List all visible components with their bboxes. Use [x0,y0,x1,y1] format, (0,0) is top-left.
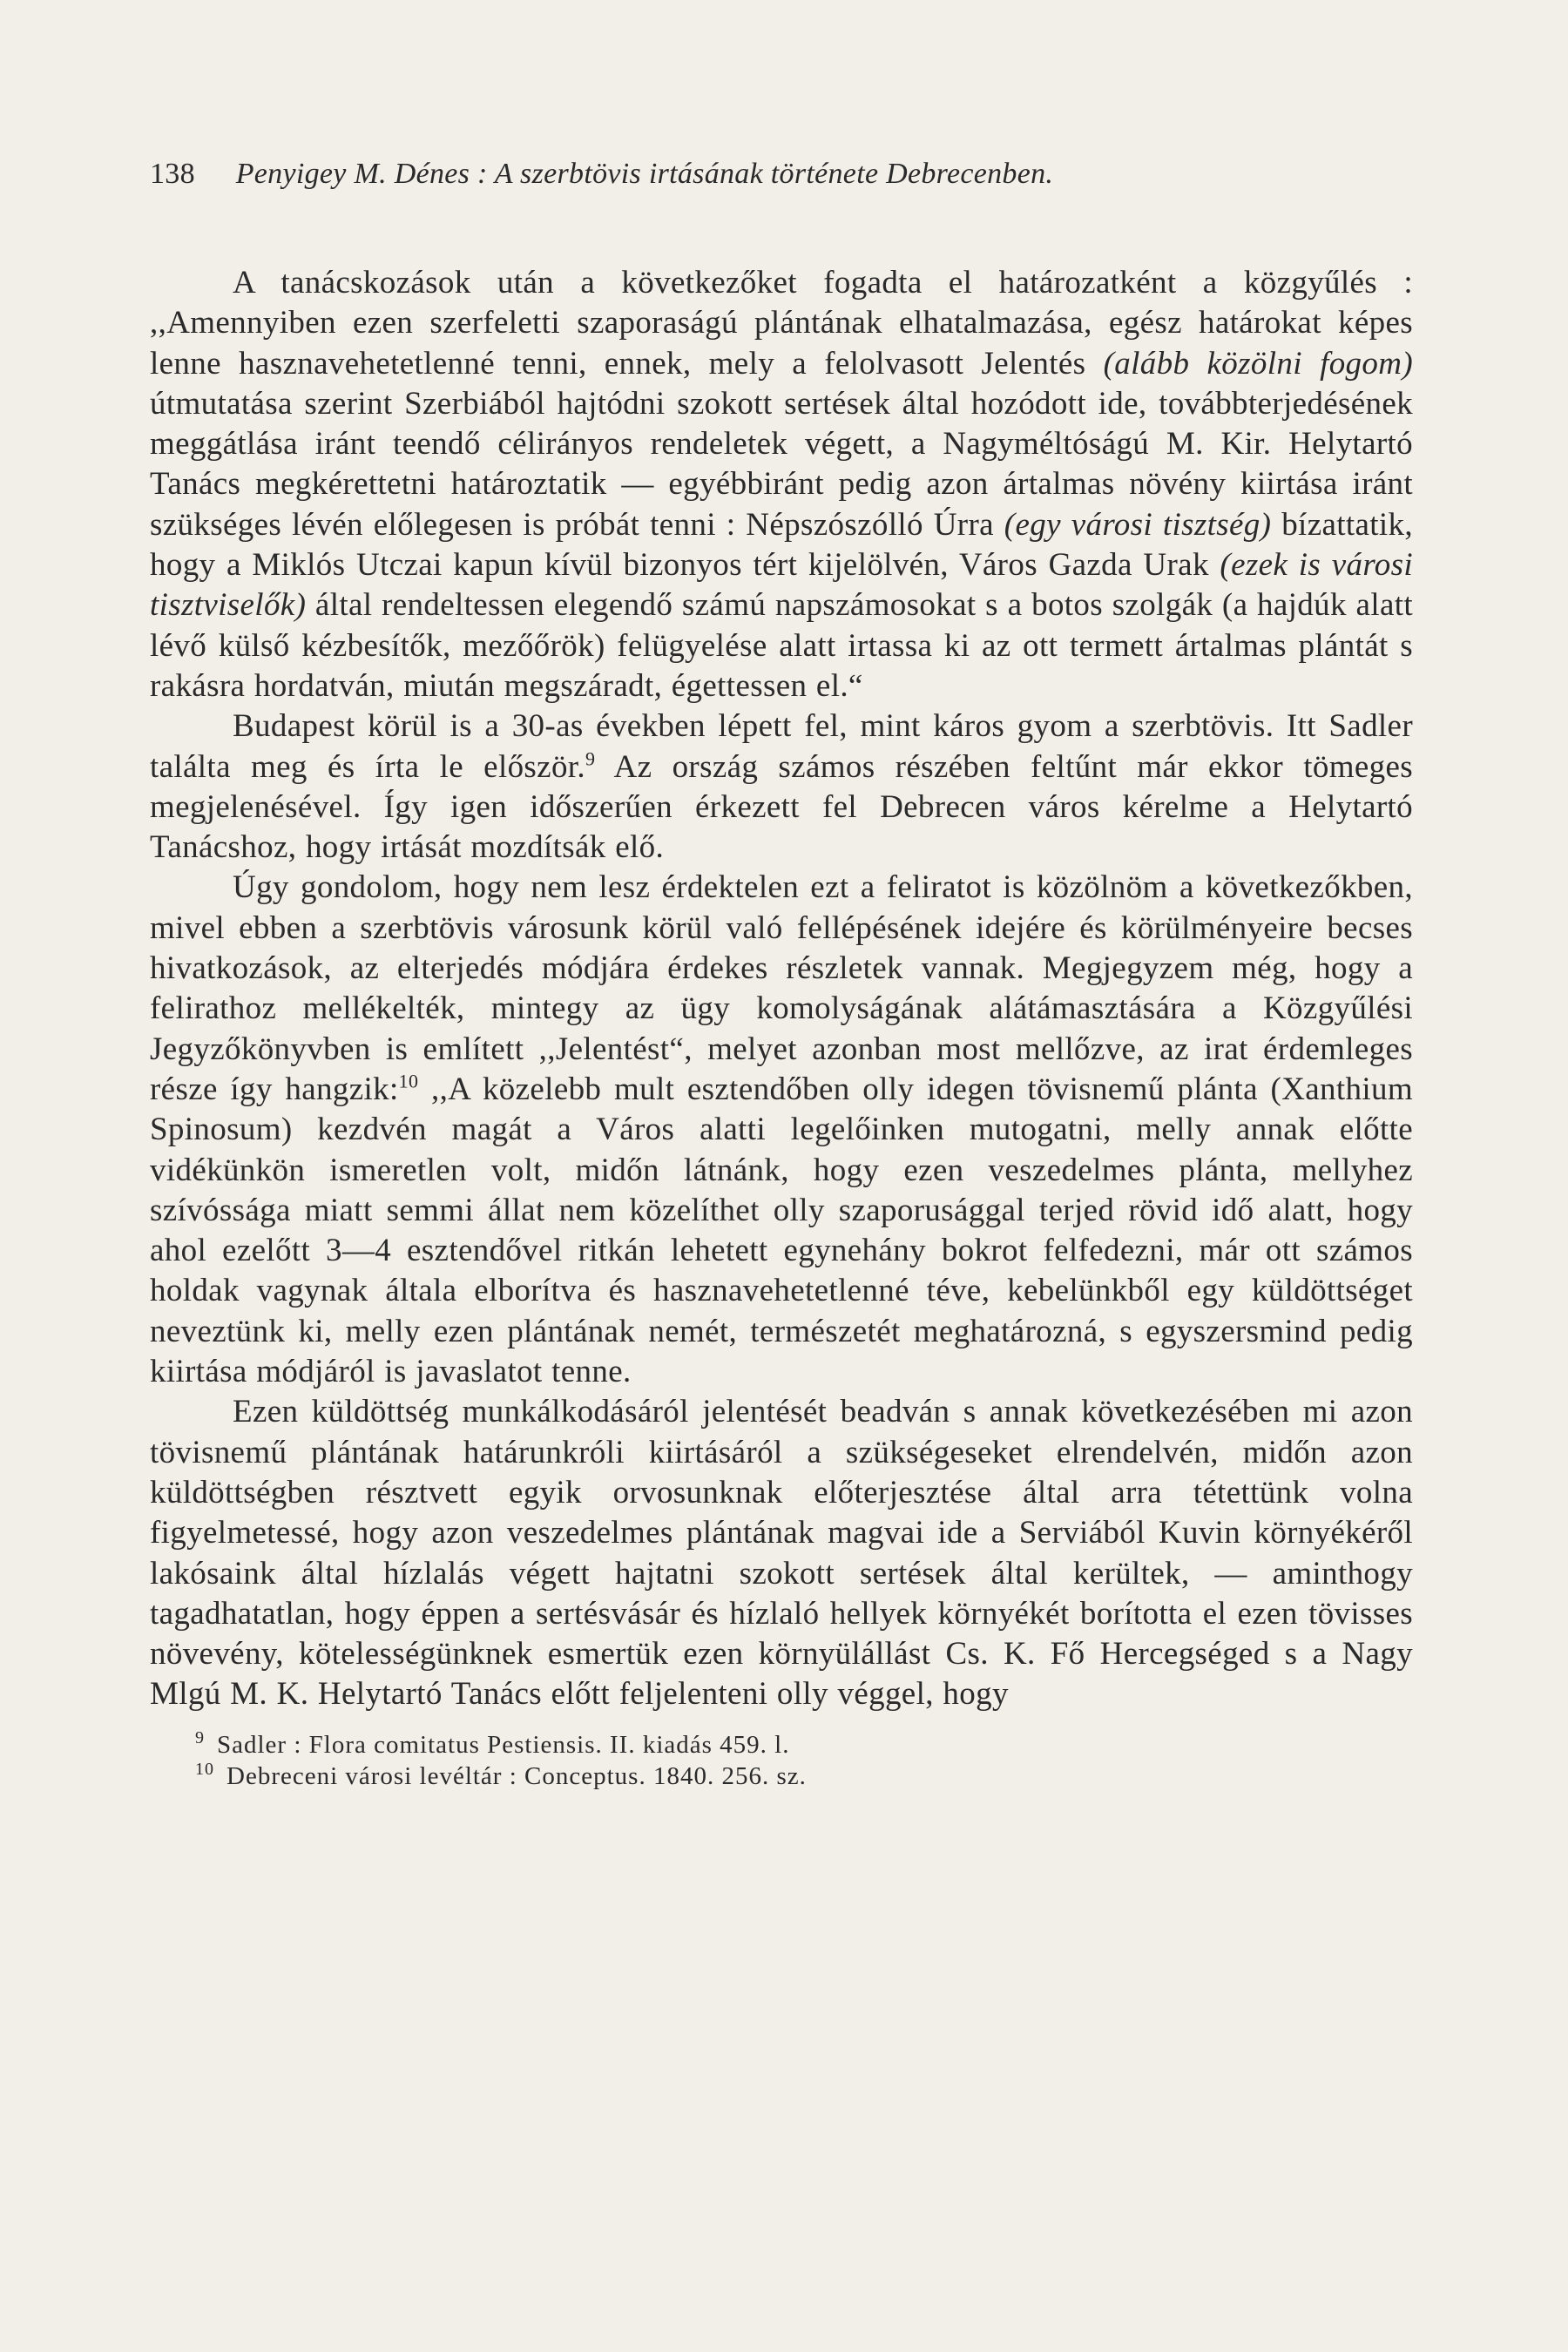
footnotes [150,1729,1413,1792]
paragraph-1-italic-f: (ezek is városi tisztviselők) [150,547,1414,624]
paragraph-1-text-a: A tanácskozások után a következőket fogadta el határozatként a közgyűlés : ,,Amennyiben ezen szerfeletti szaporaságú plántának elhatalmazása, egész határokat képes lenne hasznavehetetlenné tenni, ennek, mely a felolvasott Jelentés [150,265,1413,382]
paragraph-1-text-g: által rendeltessen elegendő számú napszámosokat s a botos szolgák (a hajdúk alatt lévő külső kézbesítők, mezőőrök) felügyelése alatt irtassa ki az ott termett ártalmas plántát s rakásra hordatván, miután megszáradt, égettessen el.“ [150,587,1413,704]
paragraph-3 [150,868,1413,1392]
footnote-9 [150,1729,1413,1761]
paragraph-4 [150,1392,1413,1714]
paragraph-1-text-e: bízattatik, hogy a Miklós Utczai kapun kívül bizonyos tért kijelölvén, Város Gazda Urak [150,506,1413,584]
footnote-text: Debreceni városi levéltár : Conceptus. 1840. 256. sz. [226,1761,807,1790]
footnote-ref-10: 10 [398,1070,419,1092]
paragraph-2 [150,706,1413,868]
paragraph-4-text-a: Ezen küldöttség munkálkodásáról jelentését beadván s annak következésében mi azon tövisnemű plántának határunkróli kiirtásáról a szükségeseket elrendelvén, midőn azon küldöttségben résztvett egyik orvosunknak előterjesztése által arra tétettünk volna figyelmetessé, hogy azon veszedelmes plántának magvai ide a Serviából Kuvin környékéről lakósaink által hízlalás végett hajtatni szokott sertések által kerültek, — aminthogy tagadhatatlan, hogy éppen a sertésvásár és hízlaló hellyek környékét borította el ezen tövisses növevény, kötelességünknek esmertük ezen környülállást Cs. K. Fő Hercegséged s a Nagy Mlgú M. K. Helytartó Tanács előtt feljelenteni olly véggel, hogy [150,1394,1413,1713]
footnote-ref-9: 9 [585,747,596,770]
page [150,157,1413,2265]
paragraph-2-text-b: Az ország számos részében feltűnt már ekkor tömeges megjelenésével. Így igen időszerűen érkezett fel Debrecen város kérelme a Helytartó Tanácshoz, hogy irtását mozdítsák elő. [150,748,1413,866]
page-header [150,157,1413,192]
page-number: 138 [150,158,195,190]
paragraph-3-text-a: Úgy gondolom, hogy nem lesz érdektelen ezt a feliratot is közölnöm a következőkben, mivel ebben a szerbtövis városunk körül való fellépésének idejére és körülményeire becses hivatkozások, az elterjedés módjára érdekes részletek vannak. Megjegyzem még, hogy a felirathoz mellékelték, mintegy az ügy komolyságának alátámasztására a Közgyűlési Jegyzőkönyvben is említett ,,Jelentést“, melyet azonban most mellőzve, az irat érdemleges része így hangzik: [150,869,1413,1107]
footnote-mark: 10 [195,1760,214,1780]
body-text [150,263,1413,1715]
footnote-10 [150,1761,1413,1792]
paragraph-2-text-a: Budapest körül is a 30-as években lépett fel, mint káros gyom a szerbtövis. Itt Sadler találta meg és írta le először. [150,708,1413,785]
paragraph-1-text-c: útmutatása szerint Szerbiából hajtódni szokott sertések által hozódott ide, továbbterjedésének meggátlása iránt teendő célirányos rendeletek végett, a Nagyméltóságú M. Kir. Helytartó Tanács megkérettetni határoztatik — egyébbiránt pedig azon ártalmas növény kiirtása iránt szükséges lévén előlegesen is próbát tenni : Népszószólló Úrra [150,385,1413,543]
paragraph-3-text-b: ,,A közelebb mult esztendőben olly idegen tövisnemű plánta (Xanthium Spinosum) kezdvén magát a Város alatti legelőinken mutogatni, melly annak előtte vidékünkön ismeretlen volt, midőn látnánk, hogy ezen veszedelmes plánta, mellyhez szívóssága miatt semmi állat nem közelíthet olly szaporusággal terjed rövid idő alatt, hogy ahol ezelőtt 3—4 esztendővel ritkán lehetett egynehány bokrot felfedezni, már ott számos holdak vagynak általa elborítva és hasznavehetetlenné téve, kebelünkből egy küldöttséget neveztünk ki, melly ezen plántának nemét, természetét meghatározná, s egyszersmind pedig kiirtása módjáról is javaslatot tenne. [150,1071,1413,1390]
footnote-mark: 9 [195,1728,205,1748]
footnote-text: Sadler : Flora comitatus Pestiensis. II. kiadás 459. l. [217,1730,790,1759]
paragraph-1-italic-b: (alább közölni fogom) [1103,345,1413,382]
running-title: Penyigey M. Dénes : A szerbtövis irtásának története Debrecenben. [235,158,1054,190]
paragraph-1 [150,263,1413,706]
paragraph-1-italic-d: (egy városi tisztség) [1004,506,1272,543]
